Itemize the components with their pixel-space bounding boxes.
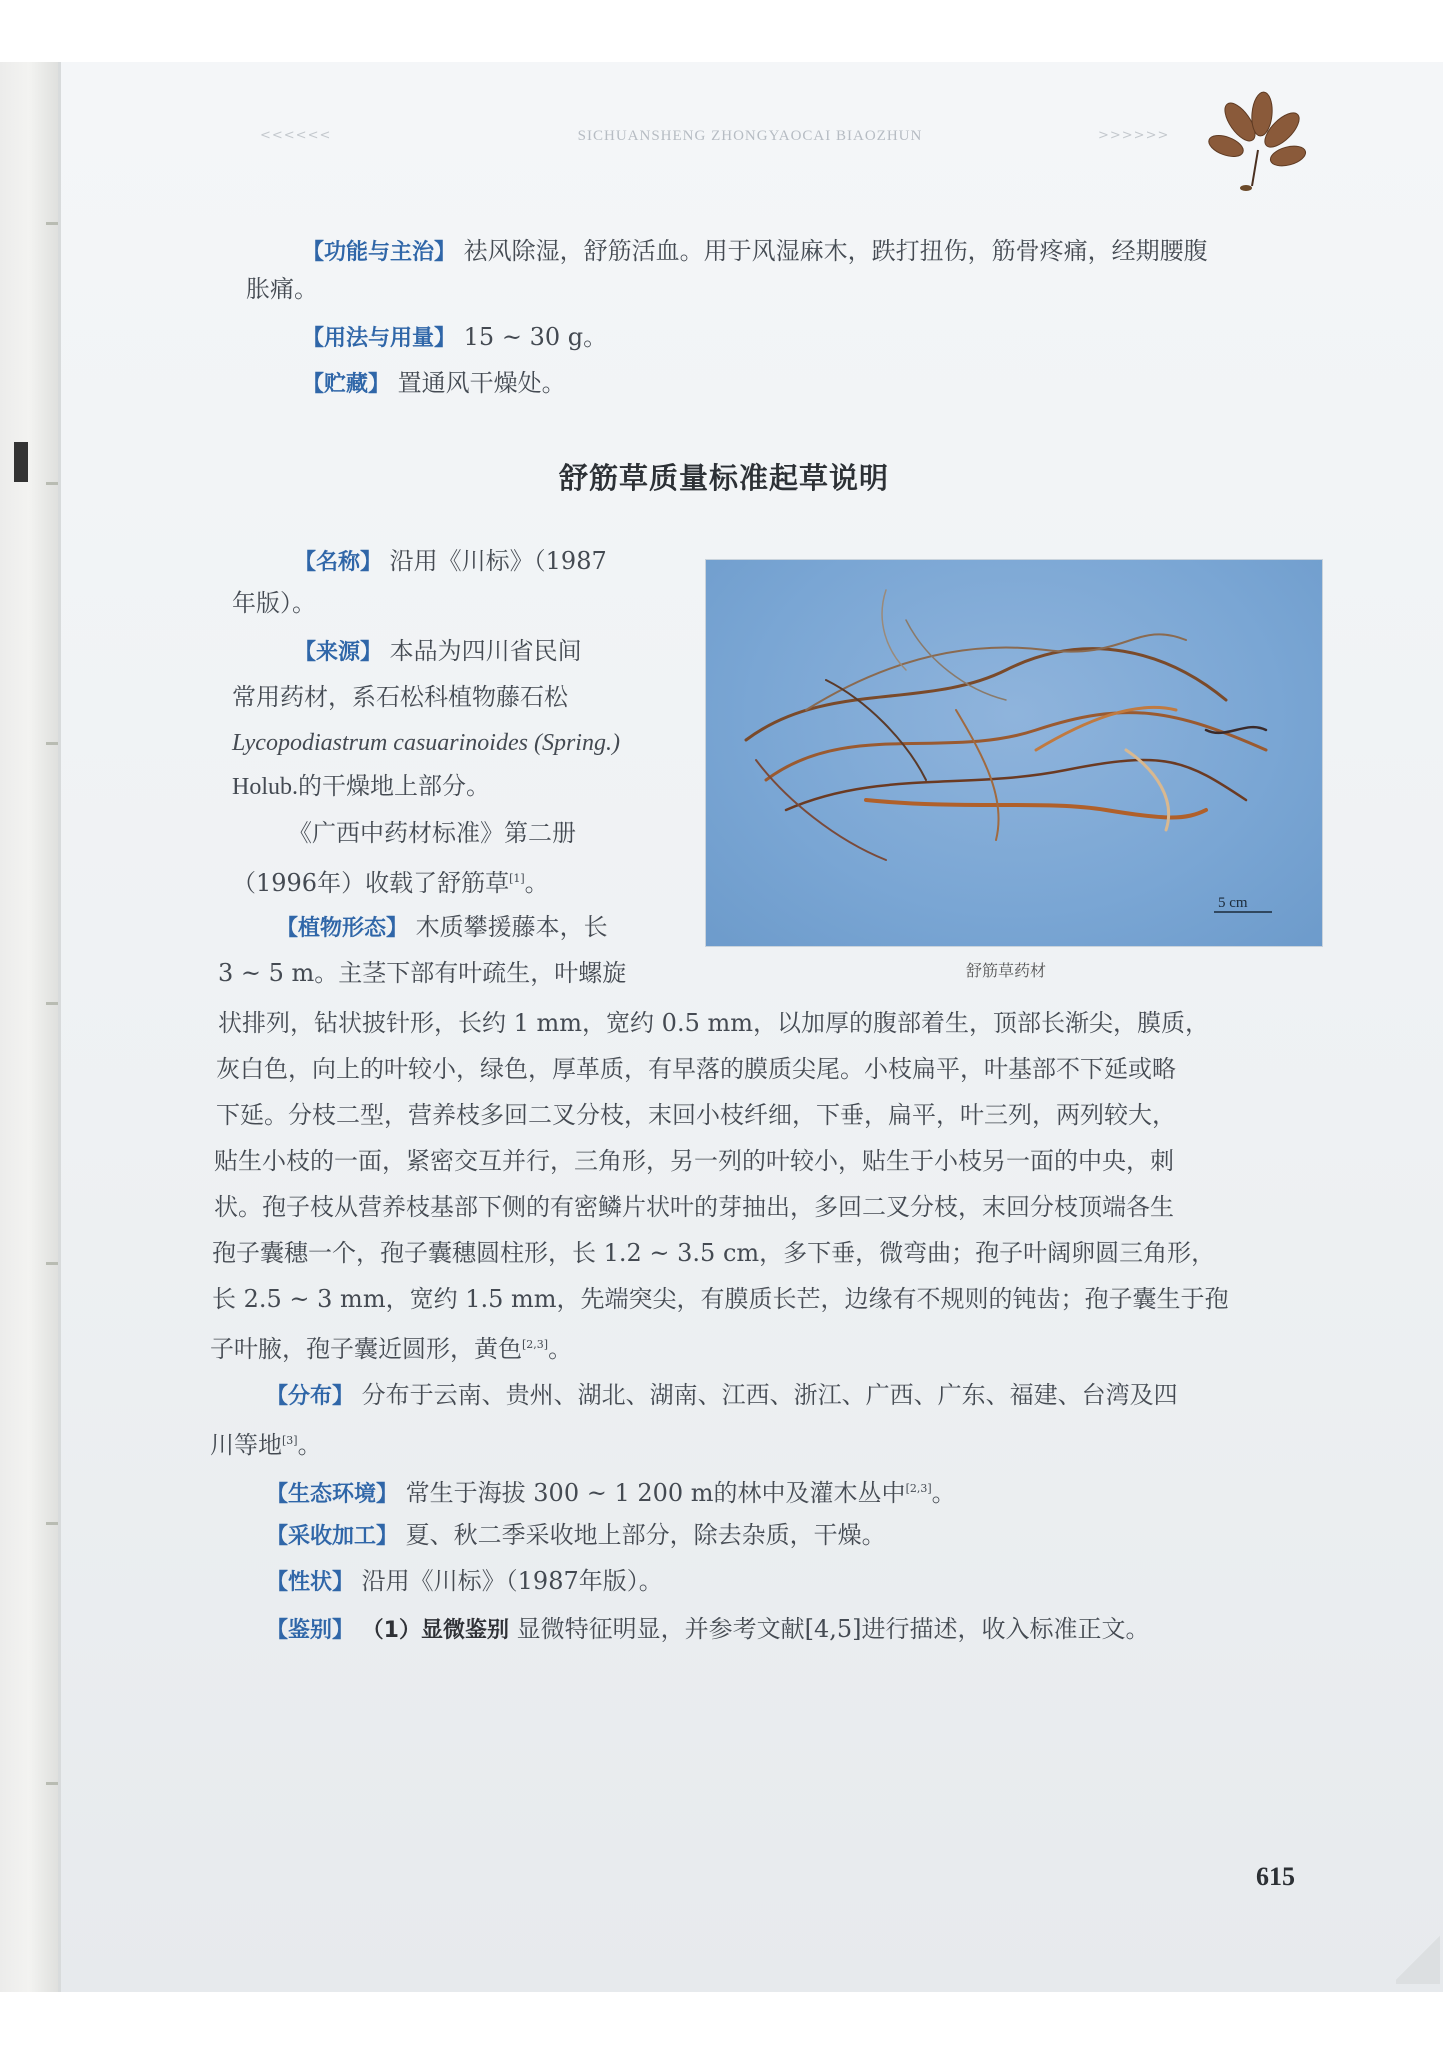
harvest-line <box>266 1520 886 1552</box>
leaf-decoration-icon <box>1200 90 1310 200</box>
usage-line <box>302 322 607 354</box>
trait-text: 沿用《川标》（1987年版）。 <box>361 1567 663 1595</box>
source-text-5: 《广西中药材标准》第二册 <box>288 819 576 847</box>
dist-text-2a: 川等地 <box>210 1431 282 1459</box>
page-corner <box>1396 1932 1440 1984</box>
eco-line <box>266 1474 956 1510</box>
morph-text-7: 状。孢子枝从营养枝基部下侧的有密鳞片状叶的芽抽出，多回二叉分枝，末回分枝顶端各生 <box>214 1193 1174 1221</box>
dist-tag: 【分布】 <box>266 1384 355 1409</box>
book-binding <box>0 62 58 1992</box>
running-header: SICHUANSHENG ZHONGYAOCAI BIAOZHUN <box>577 128 923 144</box>
name-text-cont: 年版）。 <box>232 589 316 617</box>
morph-text-9: 长 2.5 ~ 3 mm，宽约 1.5 mm，先端突尖，有膜质长芒，边缘有不规则的钝齿；孢子囊生于孢 <box>212 1285 1229 1313</box>
source-tag: 【来源】 <box>294 640 383 665</box>
dist-line <box>266 1380 1178 1412</box>
source-text-4: Holub.的干燥地上部分。 <box>232 774 490 800</box>
name-text: 沿用《川标》（1987 <box>389 547 607 575</box>
ref-2-3-eco: [2,3] <box>905 1482 932 1495</box>
dist-text: 分布于云南、贵州、湖北、湖南、江西、浙江、广西、广东、福建、台湾及四 <box>361 1381 1178 1409</box>
section-title: 舒筋草质量标准起草说明 <box>558 461 889 495</box>
morph-text-6: 贴生小枝的一面，紧密交互并行，三角形，另一列的叶较小，贴生于小枝另一面的中央，刺 <box>214 1147 1174 1175</box>
ref-3: [3] <box>282 1434 298 1447</box>
ref-1: [1] <box>509 872 525 885</box>
page-number: 615 <box>1256 1862 1295 1891</box>
morph-line <box>276 912 608 944</box>
morph-text-3: 状排列，钻状披针形，长约 1 mm，宽约 0.5 mm，以加厚的腹部着生，顶部长渐尖，膜质， <box>218 1009 1209 1037</box>
function-tag: 【功能与主治】 <box>302 240 457 265</box>
morph-text-4: 灰白色，向上的叶较小，绿色，厚革质，有早落的膜质尖尾。小枝扁平，叶基部不下延或略 <box>216 1055 1176 1083</box>
name-tag: 【名称】 <box>294 550 383 575</box>
source-text-6a: （1996年）收载了舒筋草 <box>232 869 510 897</box>
trait-line <box>266 1566 663 1598</box>
header-left-marks: <<<<<< <box>260 128 332 143</box>
function-line <box>302 236 1208 268</box>
morph-text: 木质攀援藤本，长 <box>415 913 608 941</box>
ident-line <box>266 1614 1150 1646</box>
header-right-marks: >>>>>> <box>1098 128 1170 143</box>
ref-2-3: [2,3] <box>522 1338 549 1351</box>
morph-text-10a: 子叶腋，孢子囊近圆形，黄色 <box>210 1335 522 1363</box>
storage-tag: 【贮藏】 <box>302 372 391 397</box>
eco-tag: 【生态环境】 <box>266 1482 399 1507</box>
name-line <box>294 546 607 578</box>
morph-text-2: 3 ~ 5 m。主茎下部有叶疏生，叶螺旋 <box>218 959 627 987</box>
source-text-6b: 。 <box>524 869 549 897</box>
ident-text: 显微特征明显，并参考文献[4,5]进行描述，收入标准正文。 <box>516 1615 1150 1643</box>
dist-text-2 <box>210 1426 322 1460</box>
harvest-text: 夏、秋二季采收地上部分，除去杂质，干燥。 <box>405 1521 886 1549</box>
eco-end: 。 <box>931 1479 956 1507</box>
morph-tag: 【植物形态】 <box>276 916 409 941</box>
herb-photo <box>706 560 1322 946</box>
eco-text: 常生于海拔 300 ~ 1 200 m的林中及灌木丛中 <box>405 1479 906 1507</box>
scale-bar-label: 5 cm <box>1218 895 1248 911</box>
source-text-2: 常用药材，系石松科植物藤石松 <box>232 683 568 711</box>
photo-caption: 舒筋草药材 <box>966 961 1047 980</box>
trait-tag: 【性状】 <box>266 1570 355 1595</box>
harvest-tag: 【采收加工】 <box>266 1524 399 1549</box>
herb-stems-image <box>706 560 1322 946</box>
morph-text-8: 孢子囊穗一个，孢子囊穗圆柱形，长 1.2 ~ 3.5 cm，多下垂，微弯曲；孢子叶阔卵圆三角形， <box>212 1239 1216 1267</box>
source-text: 本品为四川省民间 <box>389 637 582 665</box>
source-text-6 <box>232 864 549 898</box>
usage-text: 15 ~ 30 g。 <box>463 323 608 351</box>
morph-text-5: 下延。分枝二型，营养枝多回二叉分枝，末回小枝纤细，下垂，扁平，叶三列，两列较大， <box>216 1101 1176 1129</box>
ident-subtitle: （1）显微鉴别 <box>361 1618 509 1643</box>
function-text: 祛风除湿，舒筋活血。用于风湿麻木，跌打扭伤，筋骨疼痛，经期腰腹 <box>463 237 1208 265</box>
function-text-cont: 胀痛。 <box>246 275 318 303</box>
storage-text: 置通风干燥处。 <box>397 369 566 397</box>
ident-tag: 【鉴别】 <box>266 1618 355 1643</box>
morph-text-10 <box>210 1330 572 1364</box>
source-line <box>294 636 582 668</box>
storage-line <box>302 368 566 400</box>
source-latin-name: Lycopodiastrum casuarinoides (Spring.) <box>232 730 620 756</box>
morph-text-10b: 。 <box>548 1335 573 1363</box>
usage-tag: 【用法与用量】 <box>302 326 457 351</box>
dist-text-2b: 。 <box>297 1431 322 1459</box>
